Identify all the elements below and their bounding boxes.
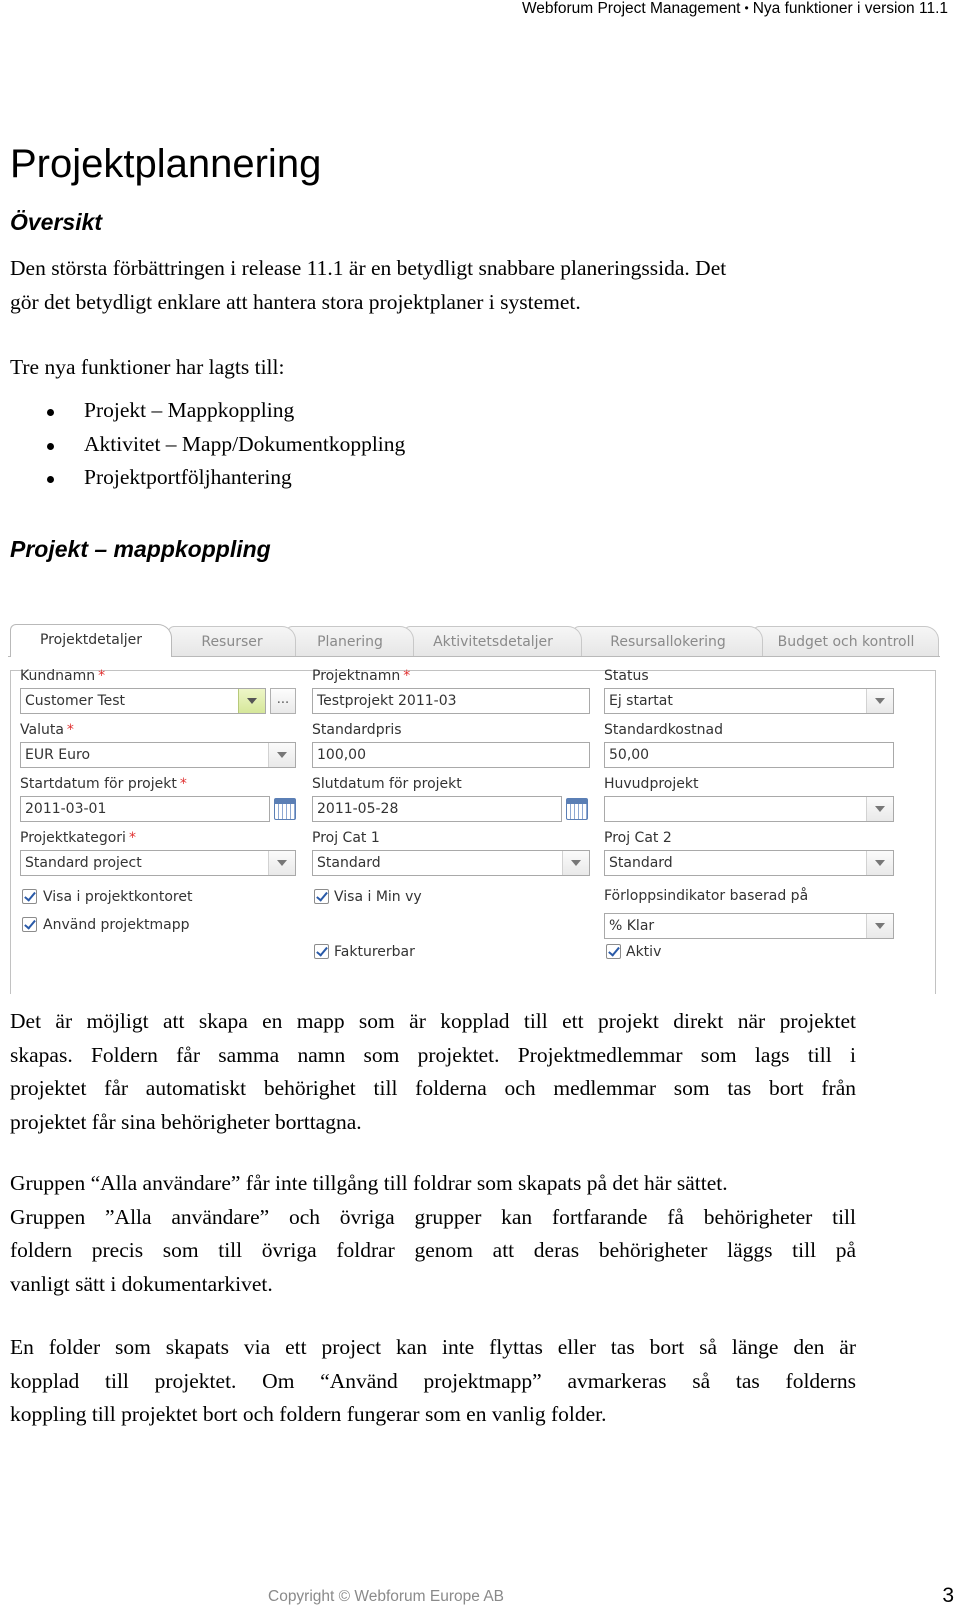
progress-select[interactable]: [604, 913, 894, 939]
std-cost-label: Standardkostnad: [604, 722, 723, 738]
end-date-input[interactable]: 2011-05-28: [312, 796, 562, 822]
required-mark: *: [128, 830, 136, 846]
status-select[interactable]: [604, 688, 894, 714]
currency-label-text: Valuta: [20, 722, 64, 738]
currency-value: EUR Euro: [25, 747, 91, 763]
paragraph-line: foldern precis som till övriga foldrar genom att deras behörigheter läggs till på: [10, 1238, 856, 1262]
overview-intro-line: gör det betydligt enklare att hantera stora projektplaner i systemet.: [10, 289, 581, 314]
start-date-label-text: Startdatum för projekt: [20, 776, 177, 792]
header-topic: Nya funktioner i version 11.1: [752, 0, 948, 17]
end-date-label: Slutdatum för projekt: [312, 776, 462, 792]
tab-budget[interactable]: Budget och kontroll: [753, 626, 939, 656]
customer-label-text: Kundnamn: [20, 668, 96, 684]
currency-label: [20, 722, 74, 738]
progress-value: % Klar: [609, 918, 655, 934]
page-title: Projektplannering: [10, 142, 322, 186]
status-value: Ej startat: [609, 693, 673, 709]
feature-item: Projekt – Mappkoppling: [44, 394, 405, 428]
overview-heading: Översikt: [10, 209, 103, 235]
paragraph-line: skapas. Foldern får samma namn som projektet. Projektmedlemmar som lags till i: [10, 1042, 856, 1067]
std-price-input[interactable]: 100,00: [312, 742, 590, 768]
tab-activity-details[interactable]: Aktivitetsdetaljer: [404, 626, 582, 656]
chevron-down-icon[interactable]: [268, 851, 295, 875]
feature-item: Projektportföljhantering: [44, 461, 405, 495]
project-name-input[interactable]: Testprojekt 2011-03: [312, 688, 590, 714]
customer-select[interactable]: [20, 688, 266, 714]
start-date-input[interactable]: 2011-03-01: [20, 796, 270, 822]
category-select[interactable]: [20, 850, 296, 876]
billable-label: Fakturerbar: [334, 944, 415, 960]
overview-intro-line: Den största förbättringen i release 11.1 är en betydligt snabbare planeringssida. Det: [10, 256, 727, 280]
paragraph-line: projektet får sina behörigheter borttagna.: [10, 1109, 362, 1134]
cat1-value: Standard: [317, 855, 381, 871]
running-header: [522, 0, 948, 20]
show-office-label: Visa i projektkontoret: [43, 889, 193, 905]
form-panel: [10, 670, 936, 994]
cat2-select[interactable]: [604, 850, 894, 876]
tab-resource-allocation[interactable]: Resursallokering: [573, 626, 763, 656]
required-mark: *: [66, 722, 74, 738]
chevron-down-icon[interactable]: [238, 689, 265, 713]
customer-lookup-button[interactable]: ...: [270, 688, 296, 714]
status-label: Status: [604, 668, 649, 684]
overview-intro: [10, 252, 856, 319]
page-number: 3: [942, 1584, 954, 1607]
project-name-label-text: Projektnamn: [312, 668, 401, 684]
tab-project-details[interactable]: Projektdetaljer: [10, 624, 172, 657]
chevron-down-icon[interactable]: [866, 797, 893, 821]
feature-list-intro-text: Tre nya funktioner har lagts till:: [10, 355, 285, 379]
page-footer: [0, 1584, 960, 1608]
customer-value: Customer Test: [25, 693, 126, 709]
cat1-select[interactable]: [312, 850, 590, 876]
customer-label: [20, 668, 105, 684]
calendar-icon[interactable]: [566, 798, 588, 820]
std-cost-input[interactable]: 50,00: [604, 742, 894, 768]
cat1-label: Proj Cat 1: [312, 830, 380, 846]
chevron-down-icon[interactable]: [866, 851, 893, 875]
main-project-label: Huvudprojekt: [604, 776, 699, 792]
required-mark: *: [179, 776, 187, 792]
show-office-checkbox[interactable]: [22, 889, 37, 904]
header-separator: •: [744, 1, 749, 15]
paragraph-line: En folder som skapats via ett project kan inte flyttas eller tas bort så länge den är: [10, 1335, 856, 1359]
copyright-text: Copyright © Webforum Europe AB: [268, 1588, 504, 1605]
paragraph-line: kopplad till projektet. Om “Använd projektmapp” avmarkeras så tas folderns: [10, 1368, 856, 1393]
billable-checkbox[interactable]: [314, 944, 329, 959]
tab-planning[interactable]: Planering: [286, 626, 414, 656]
chevron-down-icon[interactable]: [268, 743, 295, 767]
paragraph-line: Gruppen ”Alla användare” och övriga grupper kan fortfarande få behörigheter till: [10, 1204, 856, 1229]
paragraph-all-users: [10, 1167, 856, 1301]
project-name-label: [312, 668, 410, 684]
required-mark: *: [403, 668, 411, 684]
tab-resources[interactable]: Resurser: [168, 626, 296, 656]
show-my-view-checkbox[interactable]: [314, 889, 329, 904]
required-mark: *: [98, 668, 106, 684]
paragraph-folder-creation: [10, 1005, 856, 1139]
progress-label: Förloppsindikator baserad på: [604, 888, 809, 904]
category-value: Standard project: [25, 855, 142, 871]
project-details-form: [8, 622, 940, 994]
use-folder-checkbox[interactable]: [22, 917, 37, 932]
active-label: Aktiv: [626, 944, 662, 960]
main-project-select[interactable]: [604, 796, 894, 822]
mapping-heading: Projekt – mappkoppling: [10, 536, 271, 562]
feature-list-intro: [10, 351, 856, 385]
paragraph-line: projektet får automatiskt behörighet till folderna och medlemmar som tas bort från: [10, 1076, 856, 1100]
std-price-label: Standardpris: [312, 722, 402, 738]
paragraph-folder-locking: [10, 1331, 856, 1432]
use-folder-label: Använd projektmapp: [43, 917, 190, 933]
chevron-down-icon[interactable]: [866, 689, 893, 713]
header-product: Webforum Project Management: [521, 0, 741, 17]
show-my-view-label: Visa i Min vy: [334, 889, 422, 905]
paragraph-line: Gruppen “Alla användare” får inte tillgång till foldrar som skapats på det här sättet.: [10, 1171, 728, 1195]
cat2-value: Standard: [609, 855, 673, 871]
chevron-down-icon[interactable]: [866, 914, 893, 938]
cat2-label: Proj Cat 2: [604, 830, 672, 846]
currency-select[interactable]: [20, 742, 296, 768]
feature-list: [44, 394, 405, 495]
active-checkbox[interactable]: [606, 944, 621, 959]
tab-strip: [8, 622, 940, 657]
calendar-icon[interactable]: [274, 798, 296, 820]
paragraph-line: Det är möjligt att skapa en mapp som är kopplad till ett projekt direkt när projektet: [10, 1009, 856, 1033]
category-label: [20, 830, 136, 846]
start-date-label: [20, 776, 187, 792]
category-label-text: Projektkategori: [20, 830, 126, 846]
paragraph-line: vanligt sätt i dokumentarkivet.: [10, 1271, 273, 1296]
chevron-down-icon[interactable]: [562, 851, 589, 875]
feature-item: Aktivitet – Mapp/Dokumentkoppling: [44, 428, 405, 462]
paragraph-line: koppling till projektet bort och foldern fungerar som en vanlig folder.: [10, 1402, 607, 1426]
